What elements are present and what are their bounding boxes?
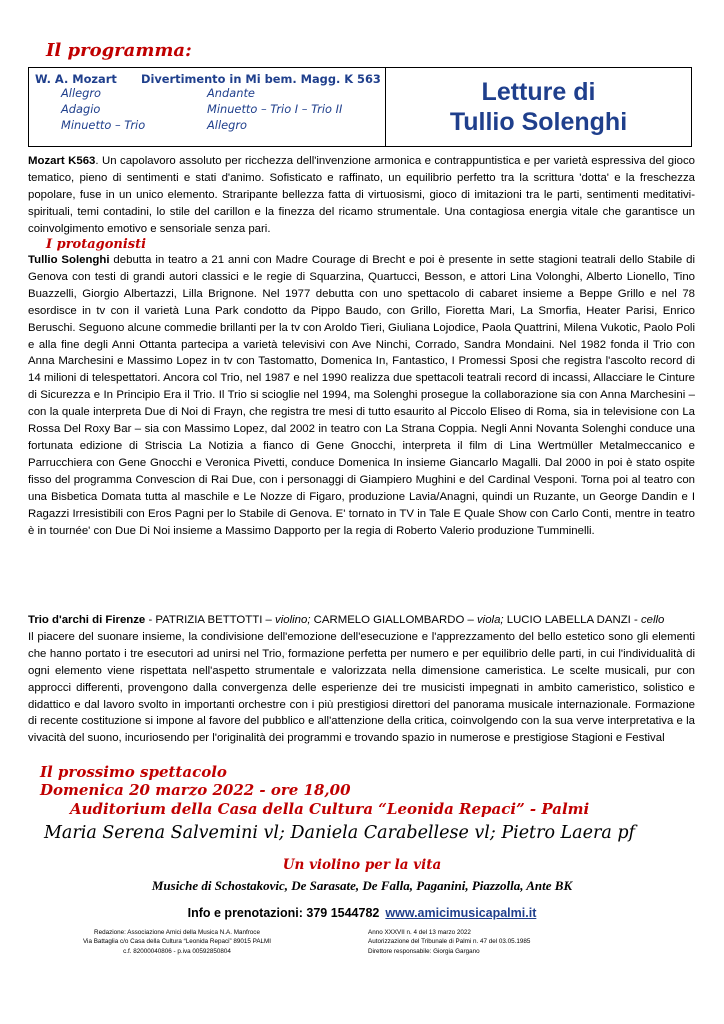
next-show-date: Domenica 20 marzo 2022 - ore 18,00 xyxy=(40,781,351,799)
letture-title xyxy=(386,68,691,146)
trio-member: LUCIO LABELLA DANZI - xyxy=(503,614,641,626)
mozart-lead: Mozart K563 xyxy=(28,155,96,167)
solenghi-paragraph xyxy=(28,252,695,539)
trio-text: Il piacere del suonare insieme, la condivisione dell'emozione dell'esecuzione e l'apprezzamento del bello estetico sono gli elementi che hanno portato i tre esecutori ad unirsi nel Trio, formazione perfetta per numero e per equilibrio delle parti, in cui l'individualità di ogni elemento viene rispettata nell'aspetto strumentale e valorizzata nella dimensione cameristica. Le scelte musicali, pur con approcci differenti, provengono dalla convergenza delle esperienze dei tre musicisti impegnati in ambito cameristico, solistico e didattico e dal lavoro svolto in importanti orchestre con i più prestigiosi direttori del panorama musicale internazionale. Formazione di recente costituzione si impone al favore del pubblico e all'attenzione della critica, coinvolgendo con la sua verve interpretativa e la vivacità del suono, incuriosendo per l'originalità dei programmi e trovando spazio in numerose e prestigiose Stagioni e Festival xyxy=(28,630,695,745)
colophon-line: Direttore responsabile: Giorgia Gargano xyxy=(368,947,480,955)
movement: Allegro xyxy=(61,86,102,100)
movement: Adagio xyxy=(61,102,101,116)
movement: Minuetto – Trio xyxy=(61,118,146,132)
program-box xyxy=(28,67,692,147)
colophon-line: Anno XXXVII n. 4 del 13 marzo 2022 xyxy=(368,929,471,936)
colophon-line: c.f. 82000040806 - p.iva 00592850804 xyxy=(123,947,231,955)
work-title: Divertimento in Mi bem. Magg. K 563 xyxy=(141,72,381,86)
colophon-line: Via Battaglia c/o Casa della Cultura “Leonida Repaci” 89015 PALMI xyxy=(82,938,272,946)
program-heading: Il programma: xyxy=(46,40,192,61)
composer-name: W. A. Mozart xyxy=(35,72,117,86)
letture-line-2: Tullio Solenghi xyxy=(449,108,628,136)
next-show-title: Un violino per la vita xyxy=(282,857,442,873)
next-show-venue: Auditorium della Casa della Cultura “Leonida Repaci” - Palmi xyxy=(70,800,590,818)
movement-row xyxy=(61,102,342,116)
website-link[interactable]: www.amicimusicapalmi.it xyxy=(385,906,537,920)
mozart-paragraph xyxy=(28,153,695,238)
trio-member: - PATRIZIA BETTOTTI – xyxy=(145,614,276,626)
trio-instrument: violino; xyxy=(275,614,311,626)
trio-instrument: viola; xyxy=(476,614,504,626)
trio-lead: Trio d'archi di Firenze xyxy=(28,614,146,626)
letture-line-1: Letture di xyxy=(481,78,596,106)
trio-instrument: cello xyxy=(640,614,665,626)
protagonists-heading: I protagonisti xyxy=(46,237,147,252)
solenghi-text: debutta in teatro a 21 anni con Madre Courage di Brecht e poi è presente in sette stagioni teatrali dello Stabile di Genova con testi di grandi autori classici e le regie di Squarzina, Quartucci, Besson, e attori Lina Volonghi, Alberto Lionello, Tino Buazzelli, Giorgio Albertazzi, Lilla Brignone. Nel 1977 debutta con uno spettacolo di cabaret insieme a Beppe Grillo e nel 78 esordisce in tv con il varietà Luna Park condotto da Pippo Baudo, con Grillo, Fioretta Mari, La Smorfia, Heater Parisi, Enrico Beruschi. Seguono alcune commedie brillanti per la tv con Aroldo Tieri, Giuliana Lojodice, Paola Quattrini, Milena Vukotic, Paolo Poli e alla fine degli Anni Ottanta partecipa a varietà televisivi con Ave Ninchi, Corrado, Sandra Mondaini. Nel 1982 fonda il Trio con Anna Marchesini e Massimo Lopez in tv con Tastomatto, Domenica In, Fantastico, I Promessi Sposi che registra l'ascolto record di 14 milioni di telespettatori. Ancora col Trio, nel 1987 e nel 1990 realizza due spettacoli teatrali record di incassi, Allacciare le Cinture di Sicurezza e In Principio Era il Trio. Il Trio si scioglie nel 1994, ma Solenghi prosegue la collaborazione sia con Anna Marchesini – con la quale interpreta Due di Noi di Frayn, che registra tre mesi di tutto esaurito al Piccolo Eliseo di Roma, sia in televisione con La Rossa Del Roxy Bar – sia con Massimo Lopez, dal 2002 in teatro con La Strana Coppia. Negli Anni Novanta Solenghi conduce una fortunata edizione di Striscia La Notizia a fianco di Gene Gnocchi, interpreta il film di Lina Wertmüller Metalmeccanico e Parrucchiera con Gene Gnocchi e Veronica Pivetti, conduce Domenica In insieme Giancarlo Magalli. Dal 2000 in poi è stato ospite fisso del programma Convescion di Rai Due, con i personaggi di Giampiero Mughini e del Cardinal Vesponi. Torna poi al teatro con una Bisbetica Domata tutta al maschile e Le Nozze di Figaro, produzione Lavia/Anagni, quindi un Ruzante, un George Dandin e I Ragazzi Irresistibili con Eros Pagni per lo Stabile di Genova. E' tornato in TV in Tale E Quale Show con Carlo Conti, mentre in teatro è in tournée' con Due Di Noi insieme a Massimo Dapporto per la regia di Roberto Valerio produzione Tumminelli. xyxy=(28,254,696,537)
solenghi-lead: Tullio Solenghi xyxy=(28,254,110,266)
info-phone: Info e prenotazioni: 379 1544782 xyxy=(187,906,380,920)
movement: Minuetto – Trio I – Trio II xyxy=(207,102,343,116)
next-show-program: Musiche di Schostakovic, De Sarasate, De Falla, Paganini, Piazzolla, Ante BK xyxy=(151,878,573,893)
next-show-performers: Maria Serena Salvemini vl; Daniela Carabellese vl; Pietro Laera pf xyxy=(44,823,636,843)
movement-row xyxy=(61,86,255,100)
colophon-left xyxy=(62,928,292,956)
movement-row xyxy=(61,118,247,132)
colophon-line: Redazione: Associazione Amici della Musica N.A. Manfroce xyxy=(94,929,260,936)
movement: Allegro xyxy=(207,118,248,132)
program-details xyxy=(29,68,386,146)
movement: Andante xyxy=(207,86,255,100)
next-show-heading: Il prossimo spettacolo xyxy=(40,763,227,781)
trio-paragraph xyxy=(28,612,695,747)
info-line xyxy=(0,906,724,920)
trio-member: CARMELO GIALLOMBARDO – xyxy=(310,614,477,626)
program-work-line xyxy=(35,72,381,86)
mozart-text: . Un capolavoro assoluto per ricchezza dell'invenzione armonica e contrappuntistica e per varietà espressiva del gioco tematico, pieno di sentimenti e stati d'animo. Sofisticato e raffinato, un equilibrio perfetto tra la scrittura 'dotta' e la freschezza popolare, fuse in un unico elemento. Straripante bellezza fatta di virtuosismi, gioco di imitazioni tra le parti, sentimenti meditativi-spirituali, temi contadini, lo stile del carillon e la finezza del ricamo strumentale. Una contagiosa energia vitale che garantisce un coinvolgimento emotivo e sensoriale senza pari. xyxy=(28,155,695,235)
colophon-line: Autorizzazione del Tribunale di Palmi n. 47 del 03.05.1985 xyxy=(368,938,531,946)
colophon-right xyxy=(368,928,530,956)
